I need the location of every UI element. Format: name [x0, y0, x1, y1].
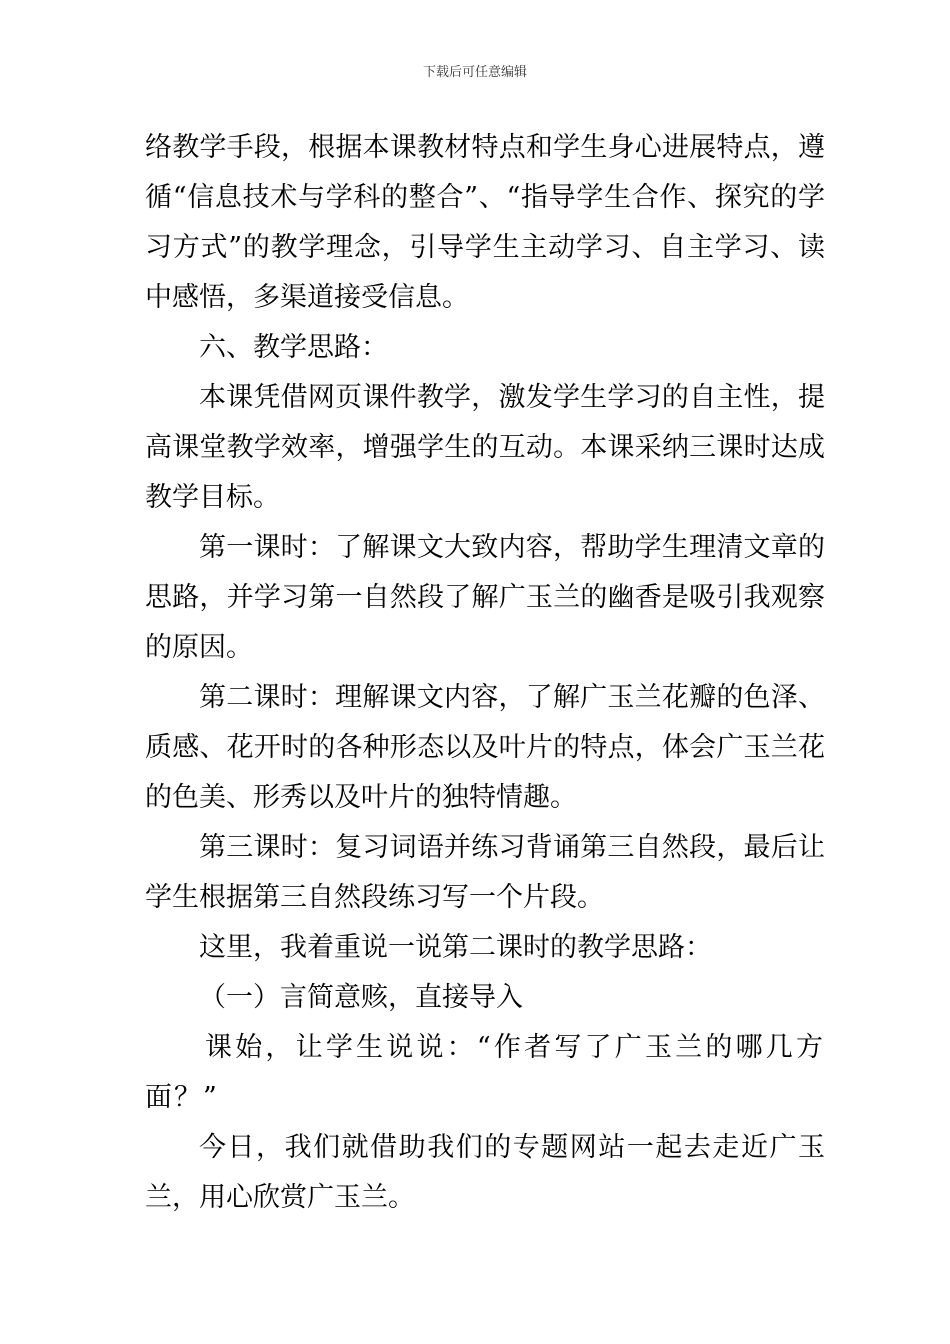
paragraph-course-overview: 本课凭借网页课件教学，激发学生学习的自主性，提高课堂教学效率，增强学生的互动。本课采纳三课时达成教学目标。 — [145, 382, 825, 513]
paragraph-teaching-methods: 络教学手段，根据本课教材特点和学生身心进展特点，遵循“信息技术与学科的整合”、“指导学生合作、探究的学习方式”的教学理念，引导学生主动学习、自主学习、读中感悟，多渠道接受信息。 — [145, 132, 825, 313]
subsection-heading-introduction: （一）言简意赅，直接导入 — [199, 982, 523, 1013]
paragraph-lesson-two-intro: 这里，我着重说一说第二课时的教学思路： — [199, 932, 712, 963]
paragraph-opening-question: 课始，让学生说说：“作者写了广玉兰的哪几方面？” — [145, 1032, 825, 1113]
page-header-note: 下载后可任意编辑 — [422, 65, 527, 80]
section-heading-teaching-approach: 六、教学思路： — [199, 332, 388, 363]
paragraph-lesson-one: 第一课时：了解课文大致内容，帮助学生理清文章的思路，并学习第一自然段了解广玉兰的幽香是吸引我观察的原因。 — [145, 532, 825, 663]
document-body — [145, 123, 825, 1223]
paragraph-lesson-three: 第三课时：复习词语并练习背诵第三自然段，最后让学生根据第三自然段练习写一个片段。 — [145, 832, 825, 913]
paragraph-website-visit: 今日，我们就借助我们的专题网站一起去走近广玉兰，用心欣赏广玉兰。 — [145, 1132, 825, 1213]
paragraph-lesson-two: 第二课时：理解课文内容，了解广玉兰花瓣的色泽、质感、花开时的各种形态以及叶片的特点，体会广玉兰花的色美、形秀以及叶片的独特情趣。 — [145, 682, 825, 813]
